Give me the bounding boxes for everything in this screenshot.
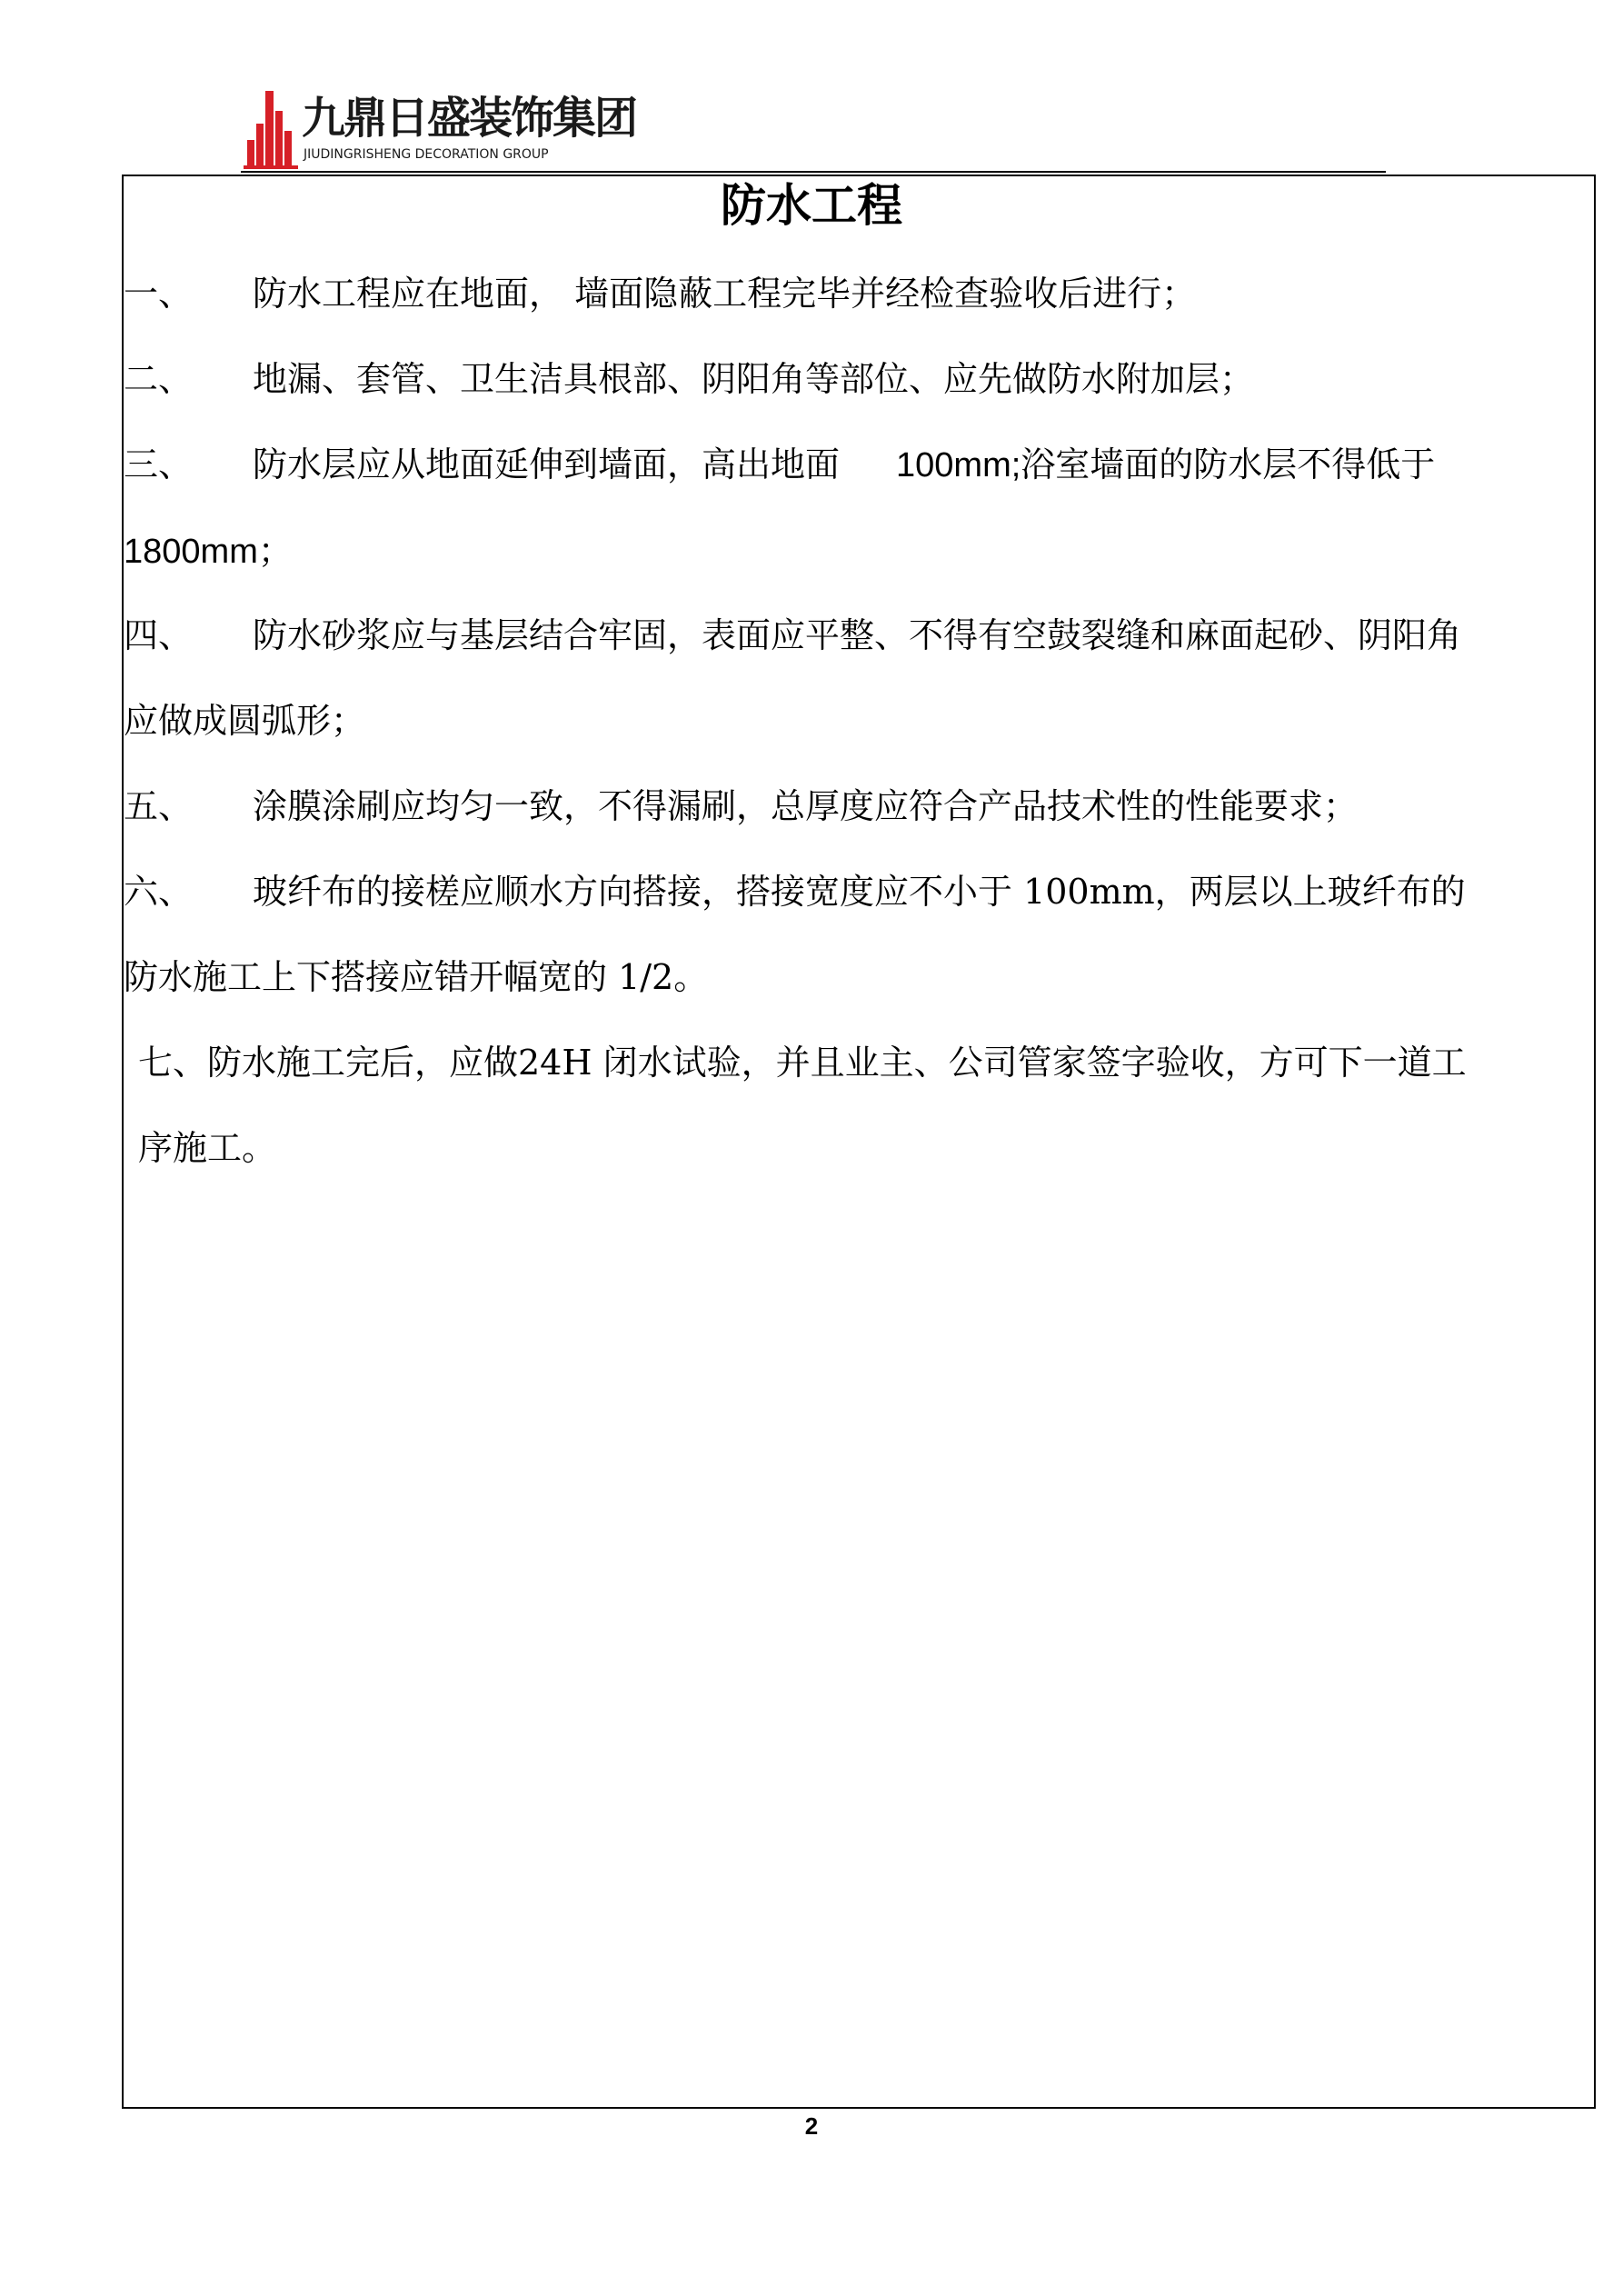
item-text: 防水层应从地面延伸到墙面，高出地面 — [253, 444, 841, 484]
list-item-7: 七、防水施工完后，应做24H 闭水试验，并且业主、公司管家签字验收，方可下一道工 — [138, 1043, 1467, 1083]
item-text: 涂膜涂刷应均匀一致，不得漏刷，总厚度应符合产品技术性的性能要求； — [253, 786, 1359, 826]
list-item-7-continuation: 序施工。 — [138, 1128, 277, 1168]
company-logo — [244, 84, 637, 171]
header-rule — [241, 171, 1386, 173]
list-item-4 — [124, 614, 1596, 656]
list-item-6 — [124, 871, 1596, 913]
item-number: 五、 — [124, 786, 194, 826]
page-number: 2 — [804, 2112, 819, 2140]
page-title: 防水工程 — [721, 179, 902, 232]
list-item-2 — [124, 358, 1596, 400]
item-number: 三、 — [124, 444, 194, 484]
item-text: 防水工程应在地面， 墙面隐蔽工程完毕并经检查验收后进行； — [253, 274, 1197, 314]
item-text: 防水砂浆应与基层结合牢固，表面应平整、不得有空鼓裂缝和麻面起砂、阴阳角 — [253, 615, 1462, 655]
item-number: 二、 — [124, 359, 194, 399]
item-text: 地漏、套管、卫生洁具根部、阴阳角等部位、应先做防水附加层； — [253, 359, 1255, 399]
item-number: 六、 — [124, 872, 194, 912]
list-item-3-continuation: 1800mm； — [124, 533, 293, 571]
list-item-3 — [124, 444, 1596, 486]
item-number: 四、 — [124, 615, 194, 655]
item-number: 一、 — [124, 274, 194, 314]
building-logo-icon — [244, 84, 302, 171]
list-item-4-continuation: 应做成圆弧形； — [124, 701, 366, 741]
list-item-1 — [124, 273, 1596, 314]
list-item-6-continuation: 防水施工上下搭接应错开幅宽的 1/2。 — [124, 957, 709, 997]
item-text-continued: 100mm;浴室墙面的防水层不得低于 — [896, 446, 1436, 484]
item-text: 玻纤布的接槎应顺水方向搭接，搭接宽度应不小于 100mm，两层以上玻纤布的 — [253, 872, 1466, 912]
list-item-5 — [124, 785, 1596, 827]
logo-chinese-name: 九鼎日盛装饰集团 — [302, 93, 637, 144]
logo-english-name: JIUDINGRISHENG DECORATION GROUP — [304, 147, 549, 162]
